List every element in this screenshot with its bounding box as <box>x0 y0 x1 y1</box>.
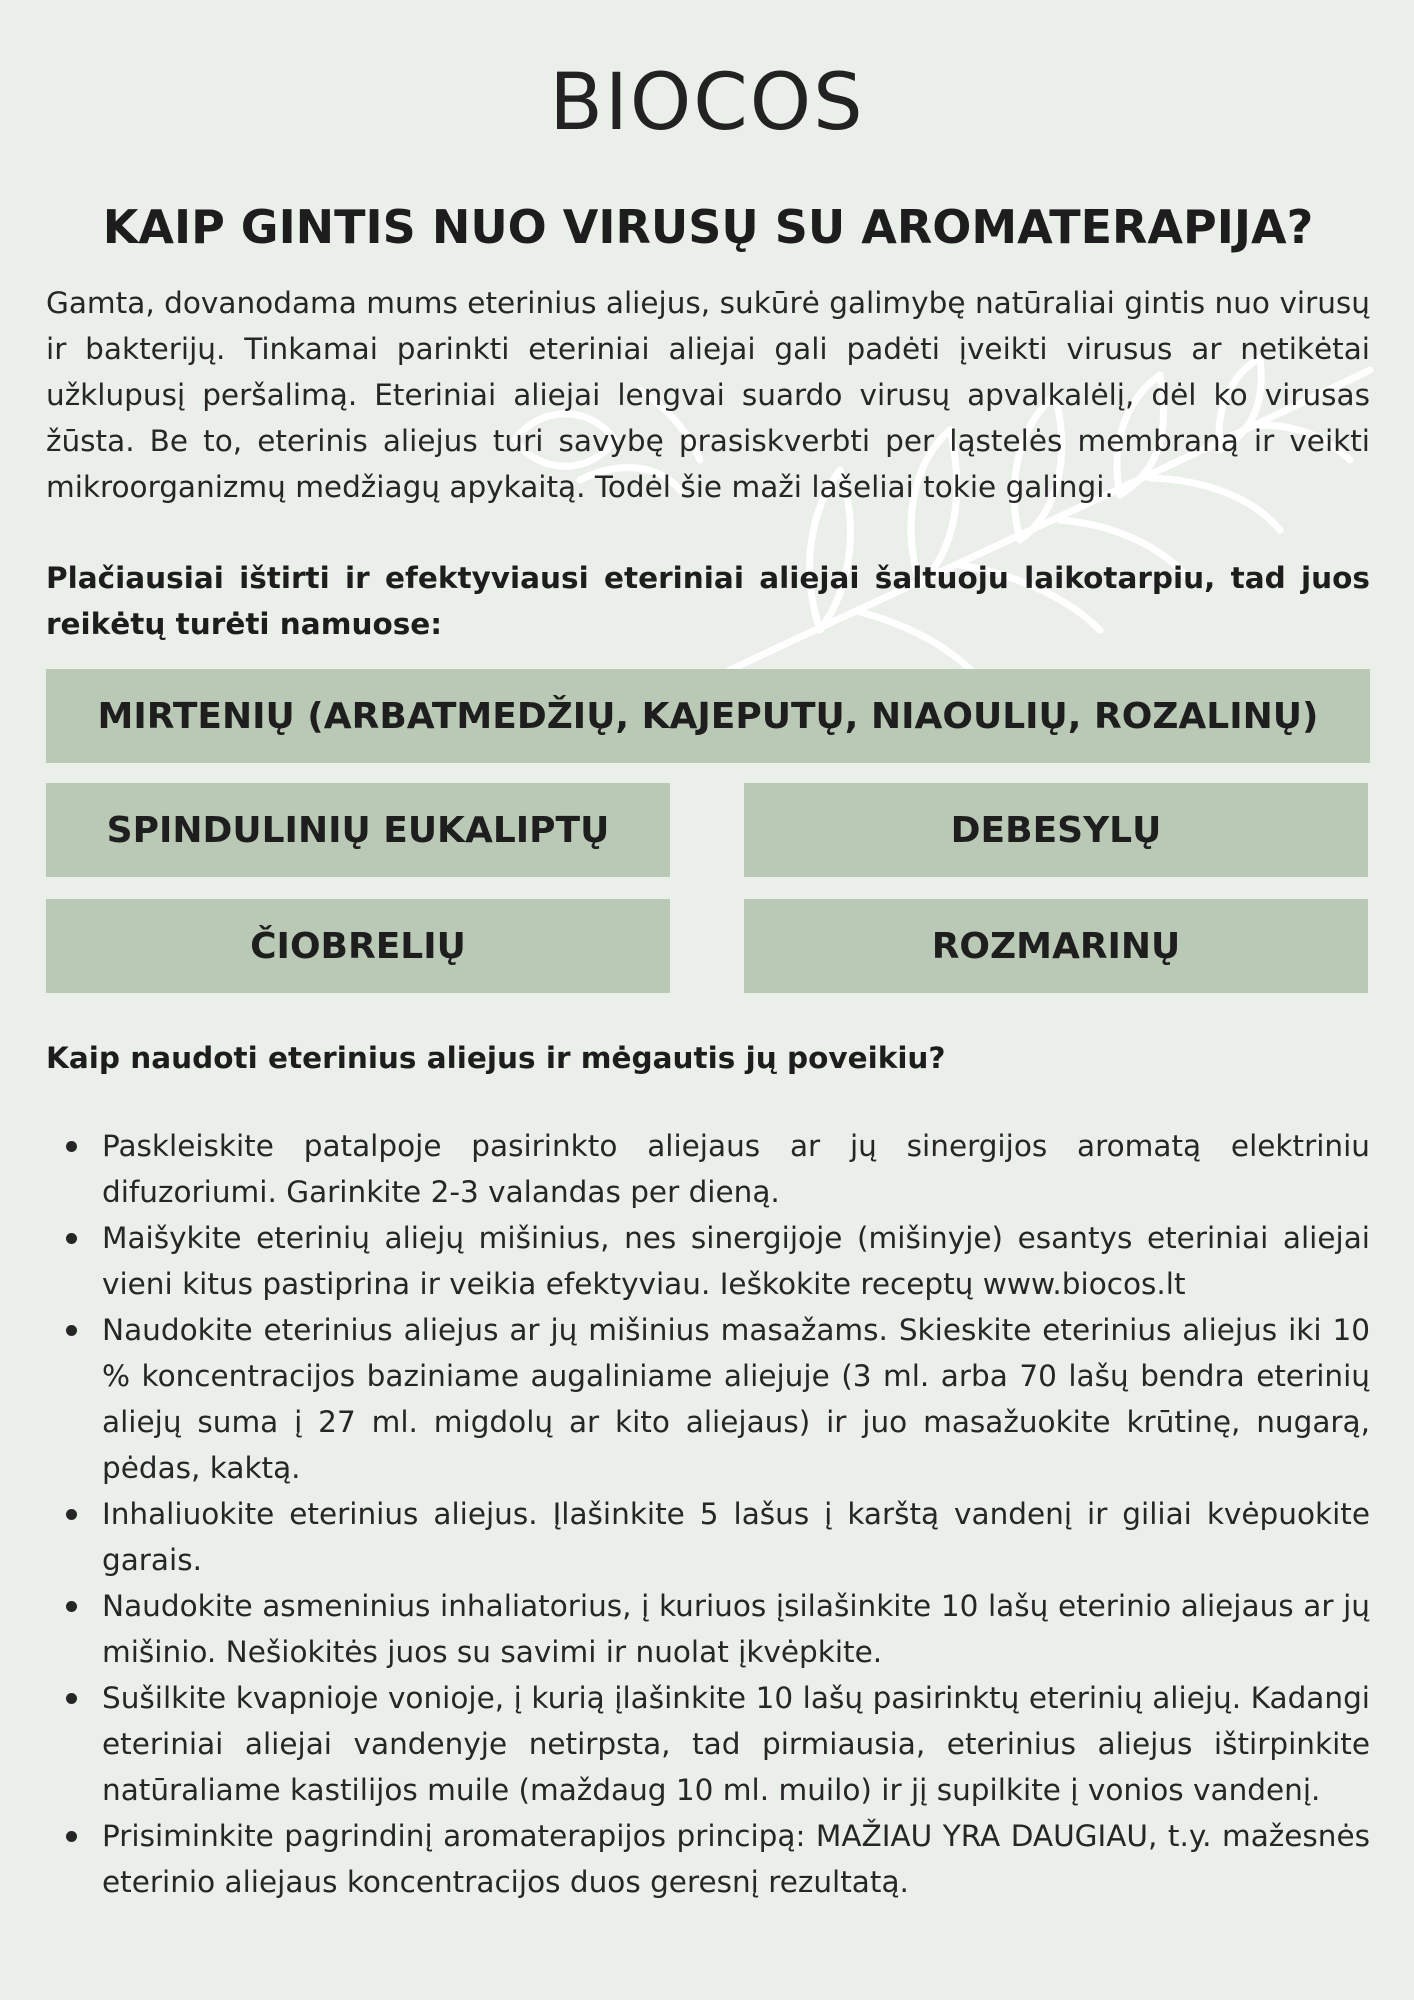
intro-paragraph: Gamta, dovanodama mums eterinius aliejus, sukūrė galimybę natūraliai gintis nuo virusų ir bakterijų. Tinkamai parinkti eteriniai aliejai gali padėti įveikti virusus ar netikėtai užklupusį peršalimą. Eteriniai aliejai lengvai suardo virusų apvalkalėlį, dėl ko virusas žūsta. Be to, eterinis aliejus turi savybę prasiskverbti per ląstelės membraną ir veikti mikroorganizmų medžiagų apykaitą. Todėl šie maži lašeliai tokie galingi. <box>46 286 1370 504</box>
list-item: Inhaliuokite eterinius aliejus. Įlašinkite 5 lašus į karštą vandenį ir giliai kvėpuokite garais. <box>46 1491 1370 1583</box>
page-title: KAIP GINTIS NUO VIRUSŲ SU AROMATERAPIJA? <box>102 200 1314 254</box>
brand-logo: BIOCOS <box>549 58 865 148</box>
list-item: Prisiminkite pagrindinį aromaterapijos principą: MAŽIAU YRA DAUGIAU, t.y. mažesnės eterinio aliejaus koncentracijos duos geresnį rezultatą. <box>46 1813 1370 1905</box>
oil-box-eukaliptu: SPINDULINIŲ EUKALIPTŲ <box>46 783 670 877</box>
list-item: Naudokite eterinius aliejus ar jų mišinius masažams. Skieskite eterinius aliejus iki 10 % koncentracijos baziniame augaliniame aliejuje (3 ml. arba 70 lašų bendra eterinių aliejų suma į 27 ml. migdolų ar kito aliejaus) ir juo masažuokite krūtinę, nugarą, pėdas, kaktą. <box>46 1307 1370 1491</box>
list-item: Paskleiskite patalpoje pasirinkto aliejaus ar jų sinergijos aromatą elektriniu difuzoriumi. Garinkite 2-3 valandas per dieną. <box>46 1123 1370 1215</box>
usage-tips-list <box>46 1123 1370 1905</box>
oil-box-rozmarinu: ROZMARINŲ <box>744 899 1368 993</box>
list-item: Maišykite eterinių aliejų mišinius, nes sinergijoje (mišinyje) esantys eteriniai aliejai vieni kitus pastiprina ir veikia efektyviau. Ieškokite receptų www.biocos.lt <box>46 1215 1370 1307</box>
oil-box-mirteniu: MIRTENIŲ (ARBATMEDŽIŲ, KAJEPUTŲ, NIAOULIŲ, ROZALINŲ) <box>46 669 1370 763</box>
oil-box-debesylu: DEBESYLŲ <box>744 783 1368 877</box>
list-item: Naudokite asmeninius inhaliatorius, į kuriuos įsilašinkite 10 lašų eterinio aliejaus ar jų mišinio. Nešiokitės juos su savimi ir nuolat įkvėpkite. <box>46 1583 1370 1675</box>
oils-lead-paragraph: Plačiausiai ištirti ir efektyviausi eteriniai aliejai šaltuoju laikotarpiu, tad juos reikėtų turėti namuose: <box>46 561 1370 641</box>
list-item: Sušilkite kvapnioje vonioje, į kurią įlašinkite 10 lašų pasirinktų eterinių aliejų. Kadangi eteriniai aliejai vandenyje netirpsta, tad pirmiausia, eterinius aliejus ištirpinkite natūraliame kastilijos muile (maždaug 10 ml. muilo) ir jį supilkite į vonios vandenį. <box>46 1675 1370 1813</box>
oil-box-ciobreliu: ČIOBRELIŲ <box>46 899 670 993</box>
usage-heading: Kaip naudoti eterinius aliejus ir mėgautis jų poveikiu? <box>46 1041 946 1075</box>
